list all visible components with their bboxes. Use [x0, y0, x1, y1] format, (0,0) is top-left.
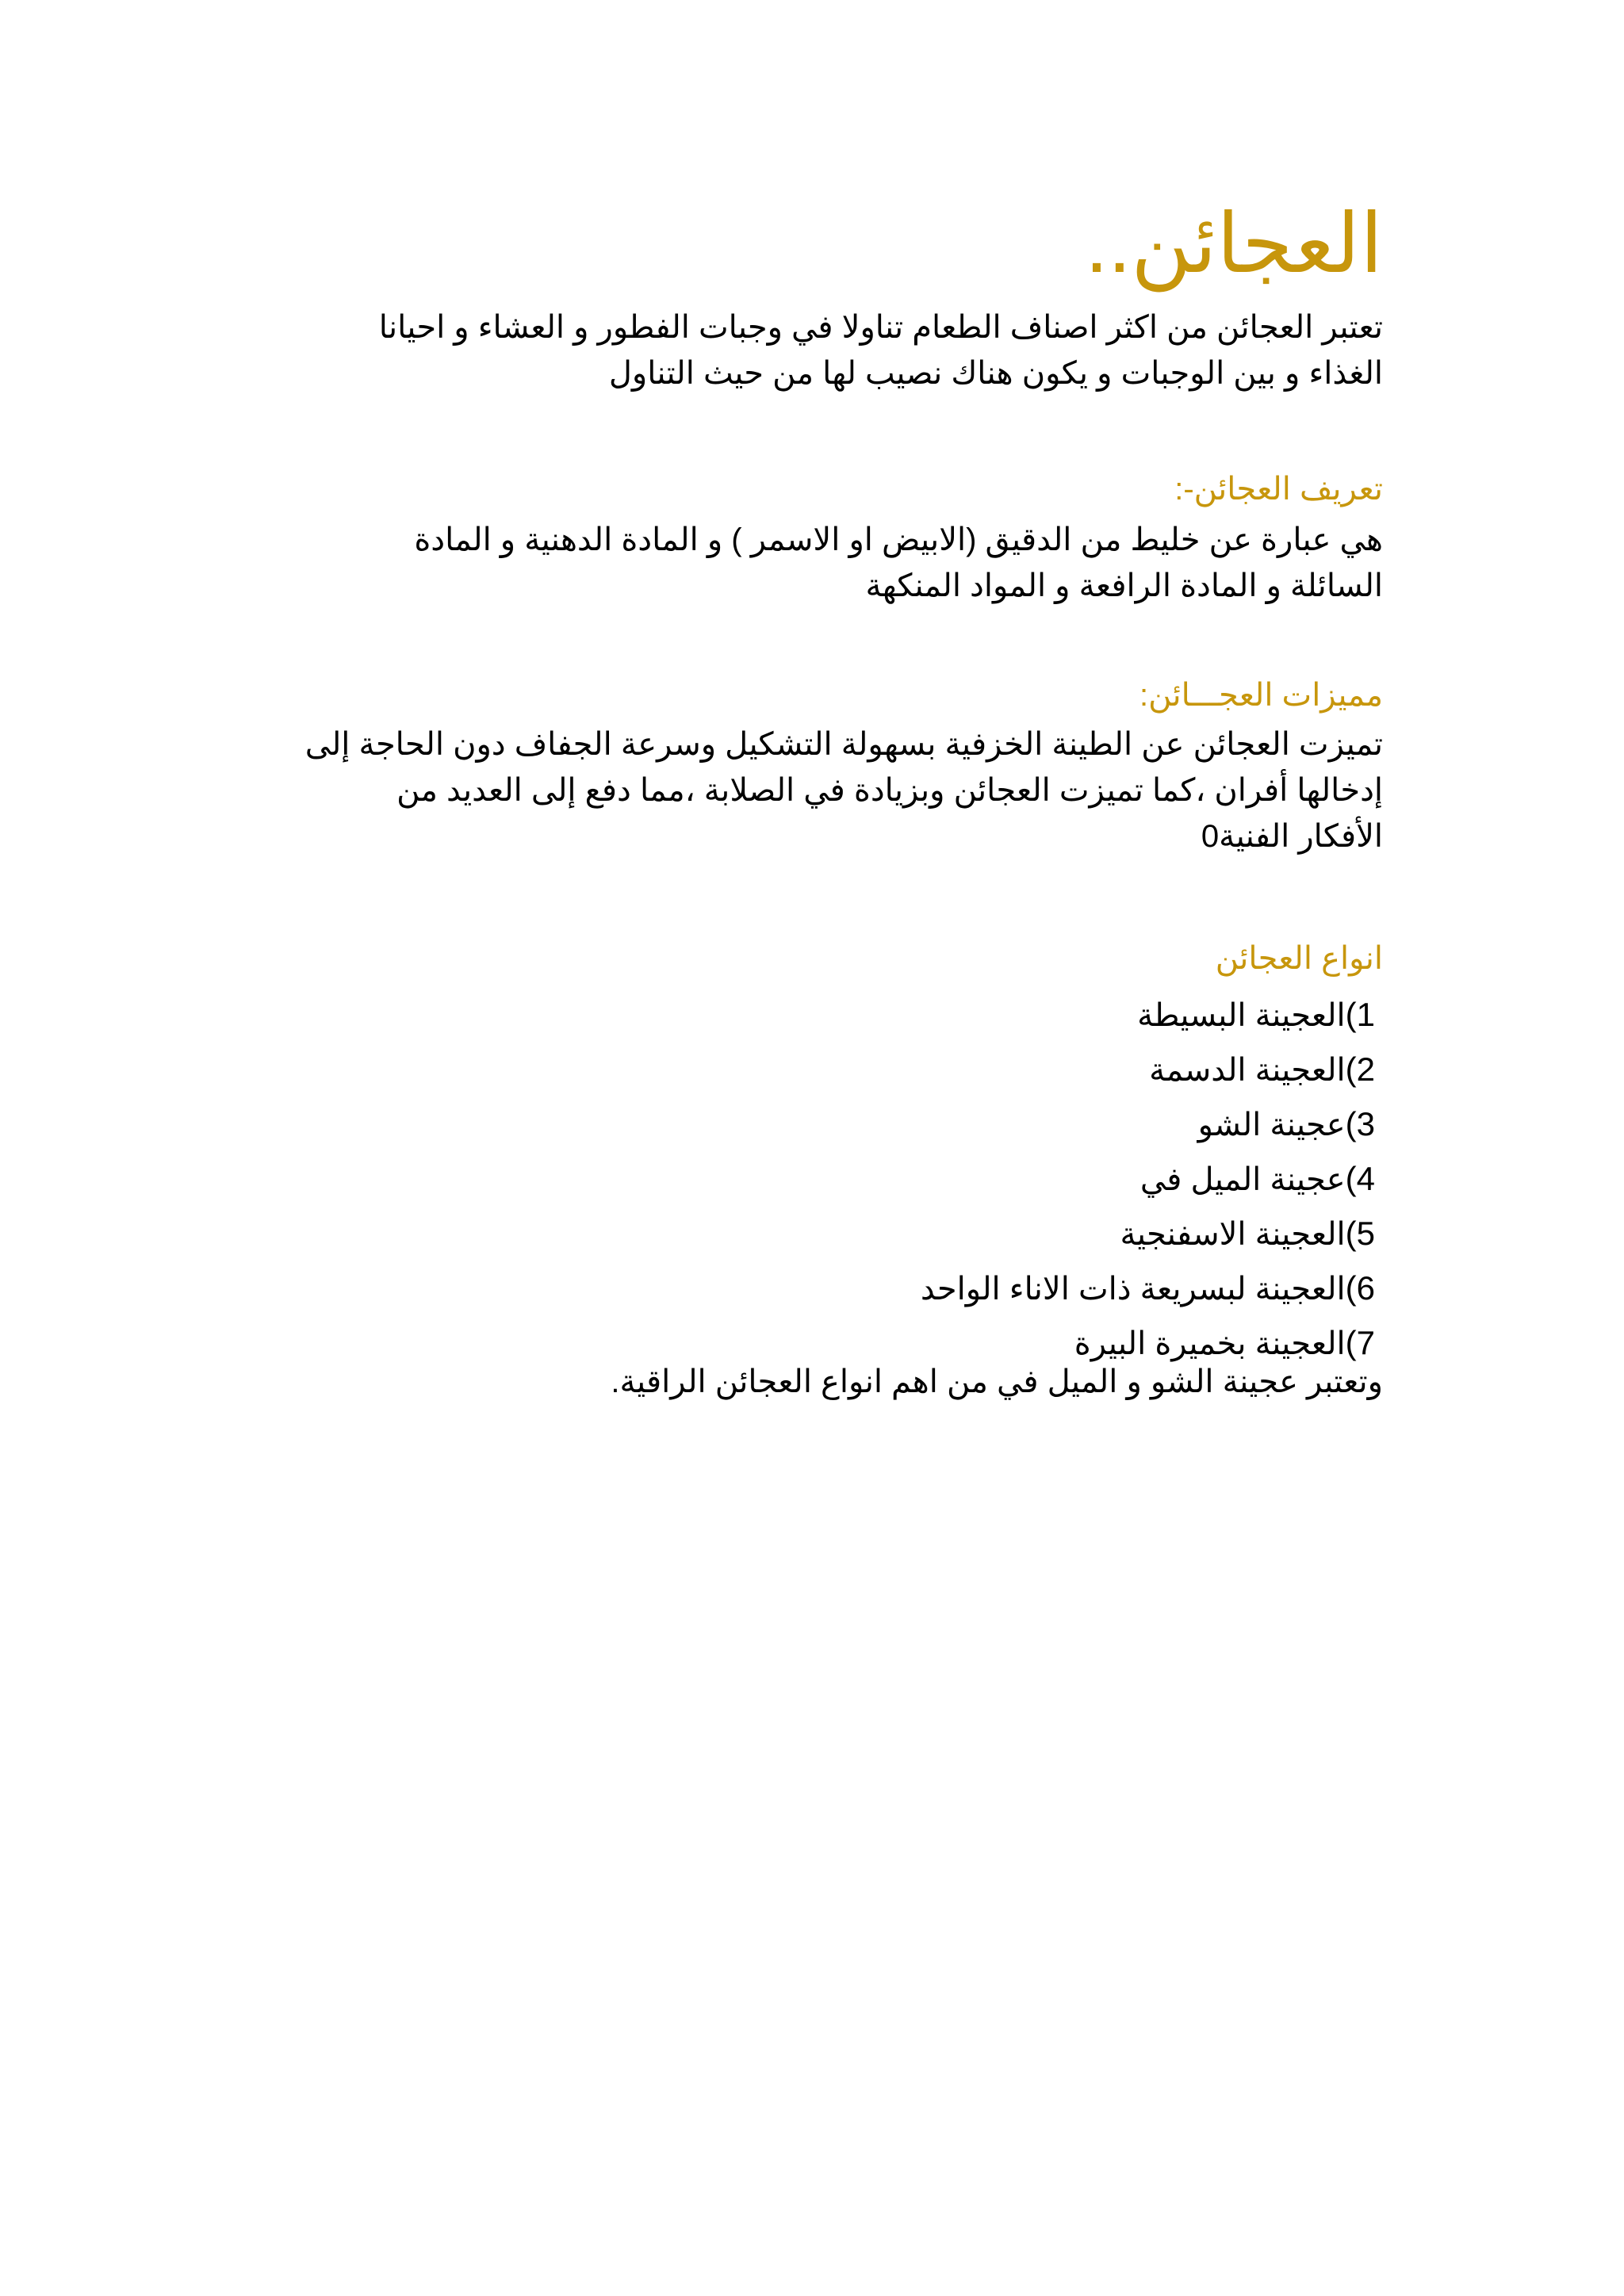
intro-line: تعتبر العجائن من اكثر اصناف الطعام تناولا في وجبات الفطور و العشاء و احيانا [378, 310, 1383, 345]
intro-paragraph [379, 304, 1383, 396]
types-list [921, 988, 1375, 1371]
definition-line: السائلة و المادة الرافعة و المواد المنكهة [865, 568, 1383, 603]
list-item [921, 1207, 1375, 1261]
list-item-number: 1) [1345, 996, 1375, 1033]
types-list-container [921, 988, 1375, 1371]
closing-line: وتعتبر عجينة الشو و الميل في من اهم انواع العجائن الراقية. [611, 1364, 1383, 1399]
intro-line: الغذاء و بين الوجبات و يكون هناك نصيب لها من حيث التناول [608, 356, 1383, 391]
definition-paragraph [414, 517, 1383, 609]
features-line: تميزت العجائن عن الطينة الخزفية بسهولة التشكيل وسرعة الجفاف دون الحاجة إلى [304, 727, 1383, 762]
list-item-label: العجينة الدسمة [1149, 1053, 1346, 1088]
list-item-label: عجينة الشو [1197, 1108, 1346, 1142]
features-line: إدخالها أفران ،كما تميزت العجائن وبزيادة في الصلابة ،مما دفع إلى العديد من [396, 773, 1383, 808]
page-title: العجائن.. [1085, 198, 1383, 290]
list-item-number: 3) [1345, 1105, 1375, 1142]
features-paragraph [305, 721, 1383, 859]
list-item-number: 7) [1345, 1324, 1375, 1361]
list-item [921, 1152, 1375, 1207]
definition-heading: تعريف العجائن-: [1174, 472, 1383, 507]
list-item [921, 1261, 1375, 1316]
list-item-number: 2) [1345, 1050, 1375, 1088]
list-item-number: 6) [1345, 1269, 1375, 1307]
list-item [921, 1043, 1375, 1097]
list-item-label: العجينة البسيطة [1137, 998, 1346, 1033]
list-item-label: العجينة الاسفنجية [1120, 1217, 1346, 1252]
list-item-label: العجينة بخميرة البيرة [1074, 1326, 1346, 1361]
definition-line: هي عبارة عن خليط من الدقيق (الابيض او الاسمر ) و المادة الدهنية و المادة [414, 522, 1383, 557]
list-item [921, 988, 1375, 1043]
types-heading: انواع العجائن [1215, 941, 1383, 976]
features-line: الأفكار الفنية0 [1201, 819, 1383, 854]
list-item-number: 4) [1345, 1160, 1375, 1197]
list-item-label: العجينة لبسريعة ذات الاناء الواحد [920, 1272, 1346, 1307]
closing-paragraph [611, 1359, 1383, 1405]
list-item [921, 1097, 1375, 1152]
list-item-label: عجينة الميل في [1139, 1162, 1346, 1197]
list-item-number: 5) [1345, 1215, 1375, 1252]
features-heading: مميزات العجـــائن: [1139, 678, 1383, 713]
